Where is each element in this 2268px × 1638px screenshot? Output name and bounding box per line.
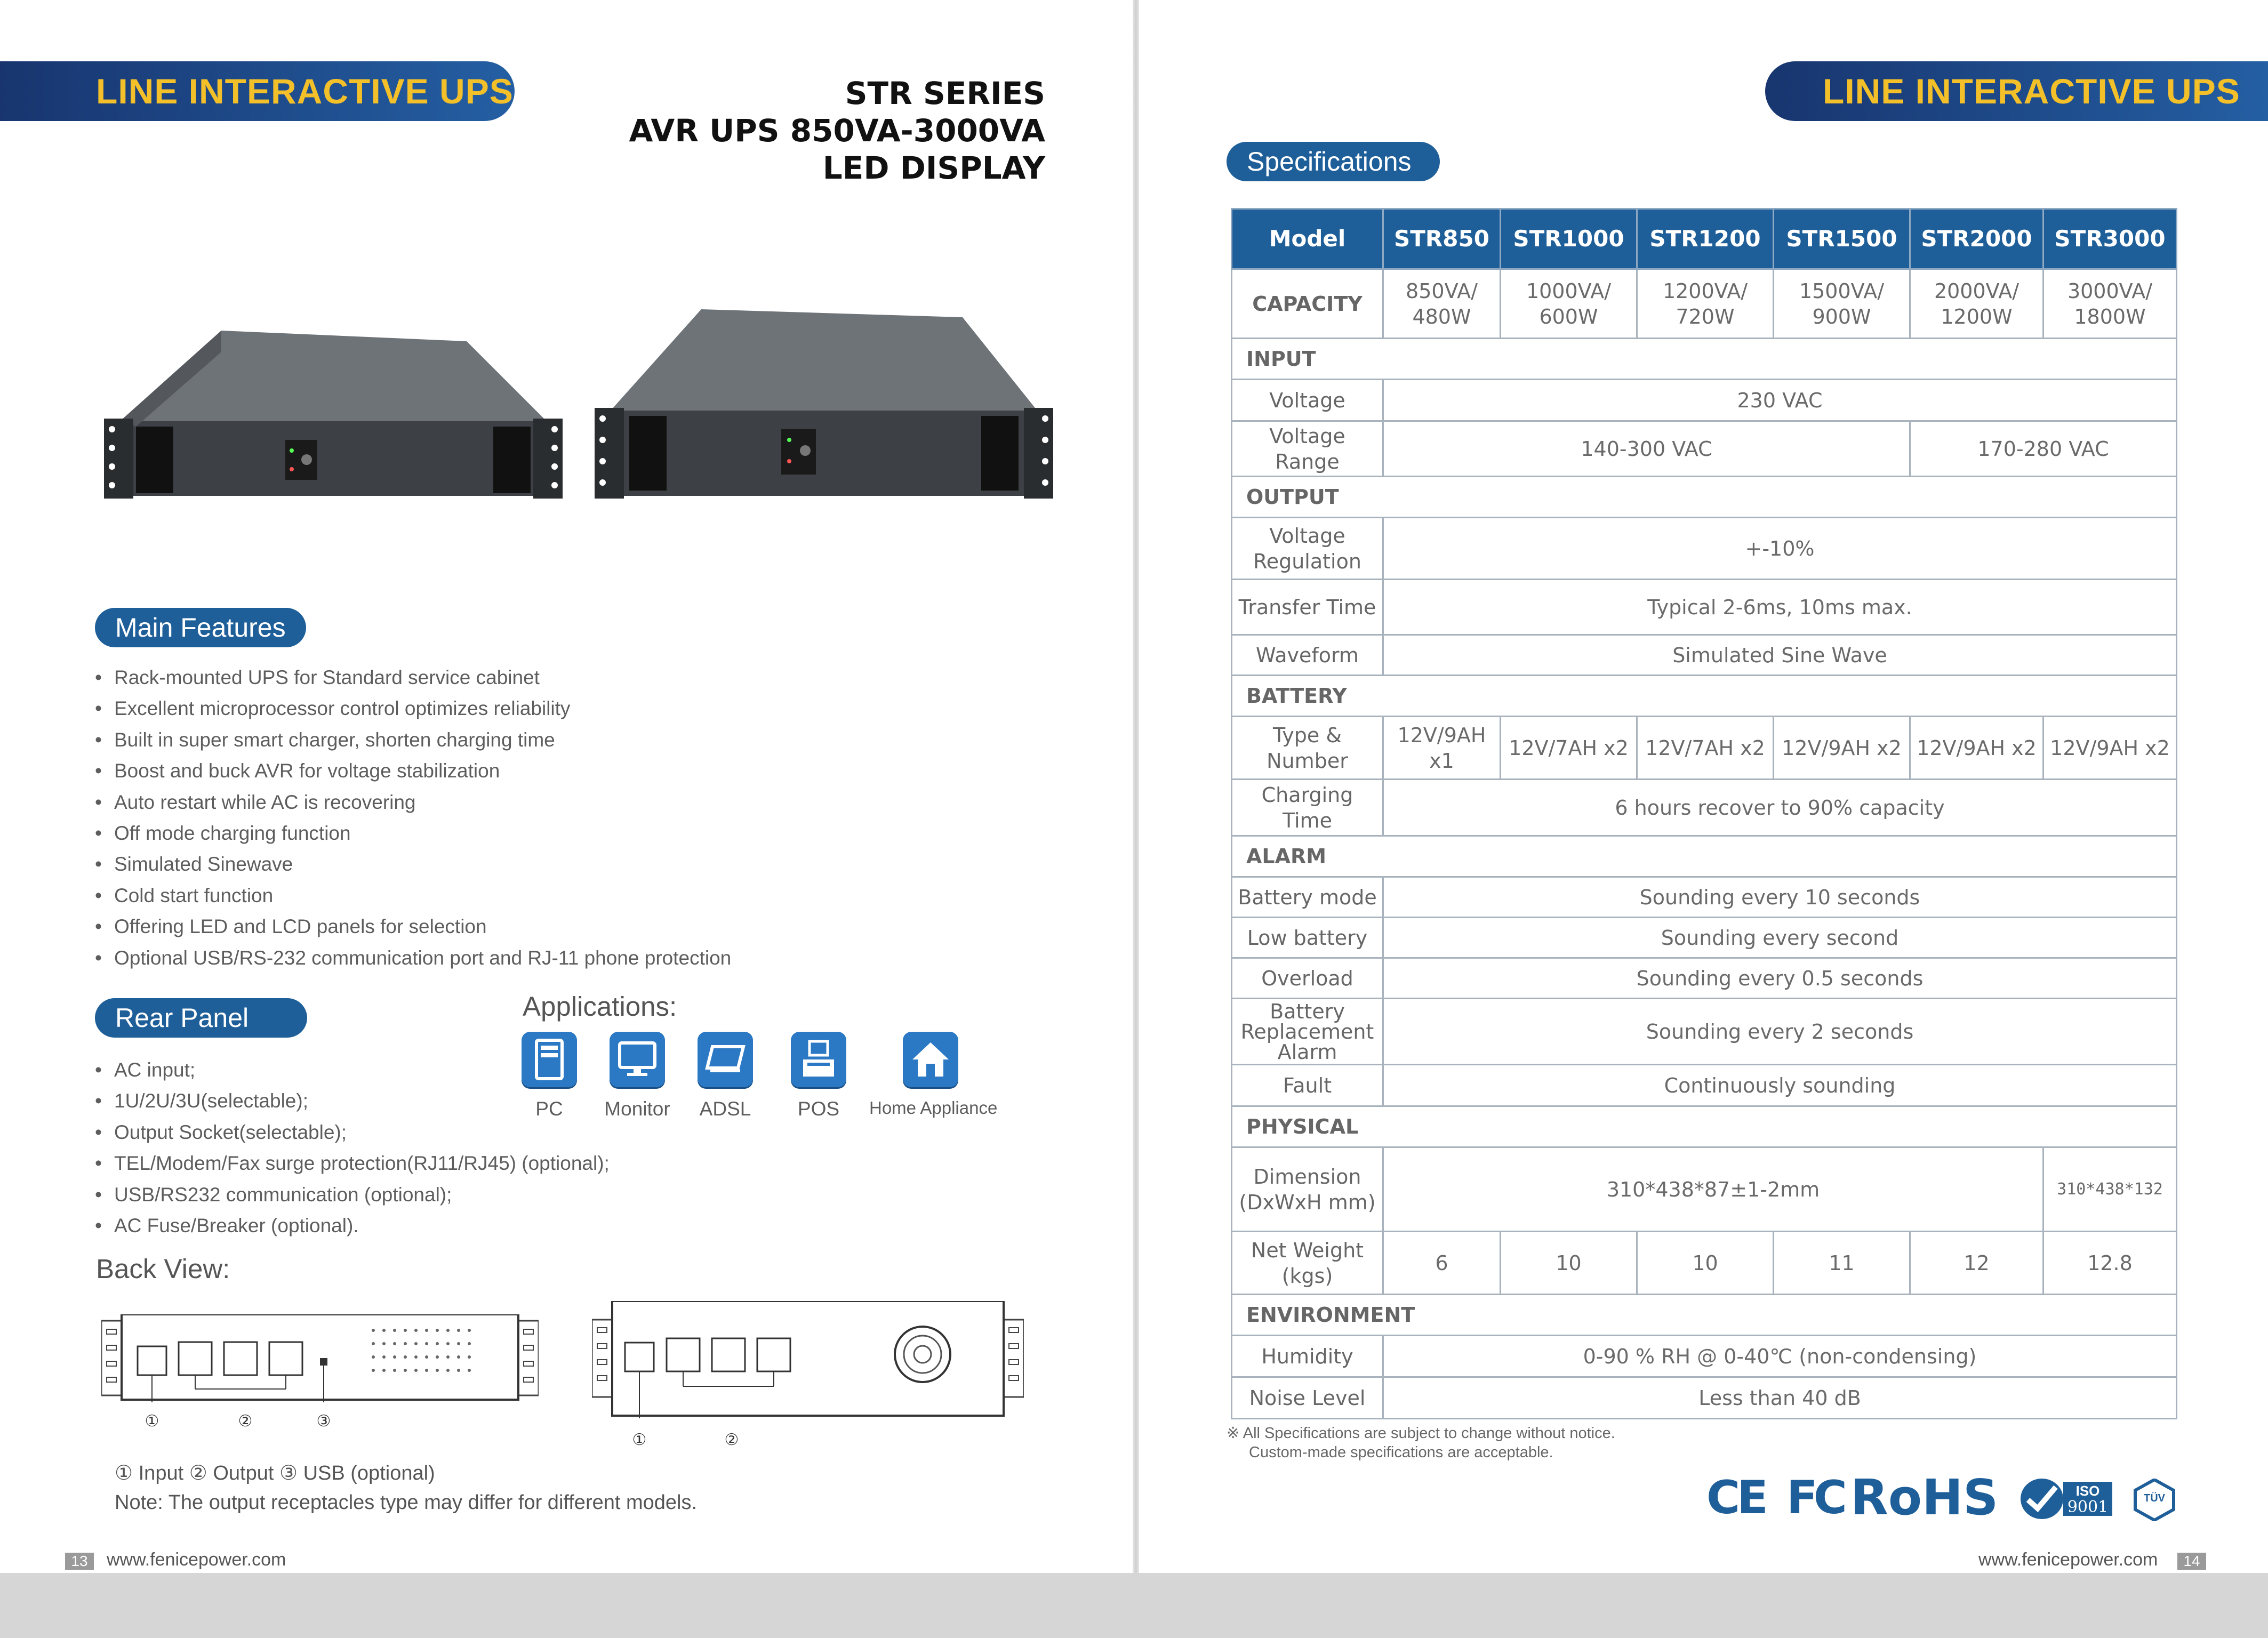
table-row — [1232, 1147, 2177, 1232]
iso-label: ISO — [2075, 1483, 2100, 1499]
feature-item: • Off mode charging function — [95, 818, 731, 849]
table-row — [1232, 518, 2177, 580]
rear-panel-item: • AC Fuse/Breaker (optional). — [95, 1210, 610, 1241]
app-label: POS — [797, 1098, 840, 1120]
main-features-heading: Main Features — [95, 608, 306, 647]
cell: 12V/9AH x2 — [1910, 717, 2043, 780]
cell: Continuously sounding — [1383, 1065, 2177, 1106]
cell: Simulated Sine Wave — [1383, 635, 2177, 676]
section-row — [1232, 339, 2177, 380]
product-title — [555, 75, 1045, 187]
cell: 310*438*87±1-2mm — [1383, 1147, 2043, 1232]
app-label: PC — [535, 1098, 563, 1120]
header-cell: STR1200 — [1637, 209, 1774, 269]
marker-1: ① — [632, 1431, 647, 1449]
title-line-3: LED DISPLAY — [822, 150, 1045, 186]
pc-tower-icon — [522, 1032, 577, 1087]
spec-footnote — [1227, 1424, 1615, 1462]
cell: 11 — [1774, 1232, 1910, 1295]
feature-item: • Auto restart while AC is recovering — [95, 787, 731, 818]
cell: 230 VAC — [1383, 380, 2177, 421]
table-row — [1232, 635, 2177, 676]
app-label: Home Appliance — [869, 1098, 998, 1118]
cell: 12 — [1910, 1232, 2043, 1295]
table-row — [1232, 421, 2177, 477]
specifications-heading: Specifications — [1227, 142, 1440, 181]
cell: 1000VA/ 600W — [1501, 269, 1637, 339]
back-view-heading: Back View: — [96, 1254, 230, 1284]
row-label: Voltage Regulation — [1232, 518, 1383, 580]
rear-panel-item: • Output Socket(selectable); — [95, 1117, 610, 1148]
specifications-table — [1231, 208, 2177, 1419]
cell: 10 — [1637, 1232, 1774, 1295]
row-label: Fault — [1232, 1065, 1383, 1106]
page-number-right: 14 — [2177, 1553, 2206, 1570]
feature-item: • Optional USB/RS-232 communication port and RJ-11 phone protection — [95, 943, 731, 974]
app-monitor — [600, 1032, 675, 1120]
page-spine — [1133, 0, 1139, 1638]
cell: 12V/9AH x2 — [2043, 717, 2177, 780]
feature-item: • Offering LED and LCD panels for selection — [95, 911, 731, 942]
page-number-left: 13 — [65, 1553, 94, 1570]
cell: 10 — [1501, 1232, 1637, 1295]
iso-number: 9001 — [2067, 1498, 2109, 1516]
header-cell: STR850 — [1383, 209, 1501, 269]
cell: 12V/9AH x2 — [1774, 717, 1910, 780]
cell: Sounding every 0.5 seconds — [1383, 958, 2177, 999]
table-row — [1232, 877, 2177, 918]
marker-1: ① — [145, 1412, 159, 1431]
table-row — [1232, 380, 2177, 421]
banner-right: LINE INTERACTIVE UPS — [1765, 61, 2268, 121]
banner-left: LINE INTERACTIVE UPS — [0, 61, 515, 121]
tuv-logo — [2133, 1479, 2176, 1521]
ce-logo: CE — [1706, 1471, 1765, 1524]
row-label: Battery Replacement Alarm — [1232, 999, 1383, 1065]
feature-item: • Boost and buck AVR for voltage stabilization — [95, 756, 731, 786]
row-label: Overload — [1232, 958, 1383, 999]
cell: 1200VA/ 720W — [1637, 269, 1774, 339]
monitor-icon — [610, 1032, 665, 1087]
cell: Sounding every 10 seconds — [1383, 877, 2177, 918]
row-label: Low battery — [1232, 918, 1383, 958]
cell: Sounding every 2 seconds — [1383, 999, 2177, 1065]
table-row — [1232, 918, 2177, 958]
cell: 12V/7AH x2 — [1501, 717, 1637, 780]
table-row — [1232, 780, 2177, 836]
table-row — [1232, 1065, 2177, 1106]
title-line-1: STR SERIES — [845, 75, 1045, 111]
cell: 850VA/ 480W — [1383, 269, 1501, 339]
home-icon — [903, 1032, 958, 1087]
footnote-line-2: Custom-made specifications are acceptable. — [1249, 1444, 1553, 1461]
section-row — [1232, 1295, 2177, 1336]
header-cell: STR2000 — [1910, 209, 2043, 269]
cell: Sounding every second — [1383, 918, 2177, 958]
website-left: www.fenicepower.com — [107, 1549, 286, 1570]
back-view-diagram-2u — [101, 1314, 539, 1440]
row-label: Voltage — [1232, 380, 1383, 421]
table-row — [1232, 999, 2177, 1065]
feature-item: • Excellent microprocessor control optimizes reliability — [95, 693, 731, 724]
section-label: OUTPUT — [1232, 477, 2177, 518]
section-label: ALARM — [1232, 836, 2177, 877]
table-header-row — [1232, 209, 2177, 269]
tuv-label: TÜV — [2144, 1492, 2165, 1504]
section-label: PHYSICAL — [1232, 1106, 2177, 1147]
section-row — [1232, 477, 2177, 518]
section-label: BATTERY — [1232, 676, 2177, 717]
table-row — [1232, 1377, 2177, 1419]
back-view-note: Note: The output receptacles type may differ for different models. — [115, 1491, 698, 1514]
section-row — [1232, 836, 2177, 877]
marker-2: ② — [238, 1412, 253, 1431]
section-label: ENVIRONMENT — [1232, 1295, 2177, 1336]
app-adsl — [691, 1032, 760, 1120]
title-line-2: AVR UPS 850VA-3000VA — [629, 113, 1045, 149]
section-row — [1232, 676, 2177, 717]
row-label: Charging Time — [1232, 780, 1383, 836]
cell: Less than 40 dB — [1383, 1377, 2177, 1419]
cell: Typical 2-6ms, 10ms max. — [1383, 580, 2177, 635]
applications-heading: Applications: — [523, 991, 677, 1022]
ups-2u-image — [93, 320, 573, 523]
cell: 12V/9AH x1 — [1383, 717, 1501, 780]
row-label: CAPACITY — [1232, 269, 1383, 339]
rohs-logo: RoHS — [1850, 1469, 1999, 1526]
row-label: Voltage Range — [1232, 421, 1383, 477]
header-cell: STR1500 — [1774, 209, 1910, 269]
cell: 6 hours recover to 90% capacity — [1383, 780, 2177, 836]
app-label: Monitor — [604, 1098, 670, 1120]
cell: 1500VA/ 900W — [1774, 269, 1910, 339]
fcc-logo: FC — [1786, 1471, 1843, 1524]
app-pc — [520, 1032, 579, 1120]
rear-panel-item: • AC input; — [95, 1055, 610, 1086]
row-label: Dimension (DxWxH mm) — [1232, 1147, 1383, 1232]
section-row — [1232, 1106, 2177, 1147]
app-pos — [784, 1032, 853, 1120]
cell: 310*438*132 — [2043, 1147, 2177, 1232]
feature-item: • Simulated Sinewave — [95, 849, 731, 880]
cell: 140-300 VAC — [1383, 421, 1910, 477]
cell: 12V/7AH x2 — [1637, 717, 1774, 780]
header-cell: STR3000 — [2043, 209, 2177, 269]
feature-item: • Built in super smart charger, shorten charging time — [95, 725, 731, 756]
cell: 170-280 VAC — [1910, 421, 2177, 477]
cell: 3000VA/ 1800W — [2043, 269, 2177, 339]
back-view-diagram-3u — [592, 1301, 1024, 1456]
rear-panel-item: • TEL/Modem/Fax surge protection(RJ11/RJ45) (optional); — [95, 1148, 610, 1179]
footnote-line-1: ※ All Specifications are subject to change without notice. — [1227, 1425, 1615, 1442]
cell: 0-90 % RH @ 0-40℃ (non-condensing) — [1383, 1336, 2177, 1377]
rear-panel-item: • USB/RS232 communication (optional); — [95, 1179, 610, 1210]
ups-3u-image — [589, 304, 1053, 507]
row-label: Transfer Time — [1232, 580, 1383, 635]
cell: +-10% — [1383, 518, 2177, 580]
footer-band — [0, 1573, 2268, 1638]
cell: 2000VA/ 1200W — [1910, 269, 2043, 339]
row-label: Waveform — [1232, 635, 1383, 676]
section-label: INPUT — [1232, 339, 2177, 380]
rear-panel-item: • 1U/2U/3U(selectable); — [95, 1086, 610, 1117]
row-label: Net Weight (kgs) — [1232, 1232, 1383, 1295]
table-row — [1232, 1232, 2177, 1295]
row-label: Battery mode — [1232, 877, 1383, 918]
iso-9001-logo — [2018, 1476, 2114, 1521]
table-row — [1232, 580, 2177, 635]
row-label: Noise Level — [1232, 1377, 1383, 1419]
cell: 12.8 — [2043, 1232, 2177, 1295]
adsl-modem-icon — [698, 1032, 753, 1087]
main-features-list — [95, 662, 731, 974]
app-home-appliance — [869, 1032, 998, 1118]
feature-item: • Rack-mounted UPS for Standard service cabinet — [95, 662, 731, 693]
header-cell: Model — [1232, 209, 1383, 269]
row-label: Type & Number — [1232, 717, 1383, 780]
table-row — [1232, 717, 2177, 780]
feature-item: • Cold start function — [95, 880, 731, 911]
cell: 6 — [1383, 1232, 1501, 1295]
table-row — [1232, 269, 2177, 339]
table-row — [1232, 1336, 2177, 1377]
marker-2: ② — [724, 1431, 739, 1449]
app-label: ADSL — [699, 1098, 751, 1120]
back-view-legend: ① Input ② Output ③ USB (optional) — [115, 1462, 435, 1484]
website-right: www.fenicepower.com — [1978, 1549, 2158, 1570]
row-label: Humidity — [1232, 1336, 1383, 1377]
table-row — [1232, 958, 2177, 999]
header-cell: STR1000 — [1501, 209, 1637, 269]
rear-panel-heading: Rear Panel — [95, 998, 307, 1038]
pos-terminal-icon — [791, 1032, 846, 1087]
marker-3: ③ — [316, 1412, 331, 1431]
